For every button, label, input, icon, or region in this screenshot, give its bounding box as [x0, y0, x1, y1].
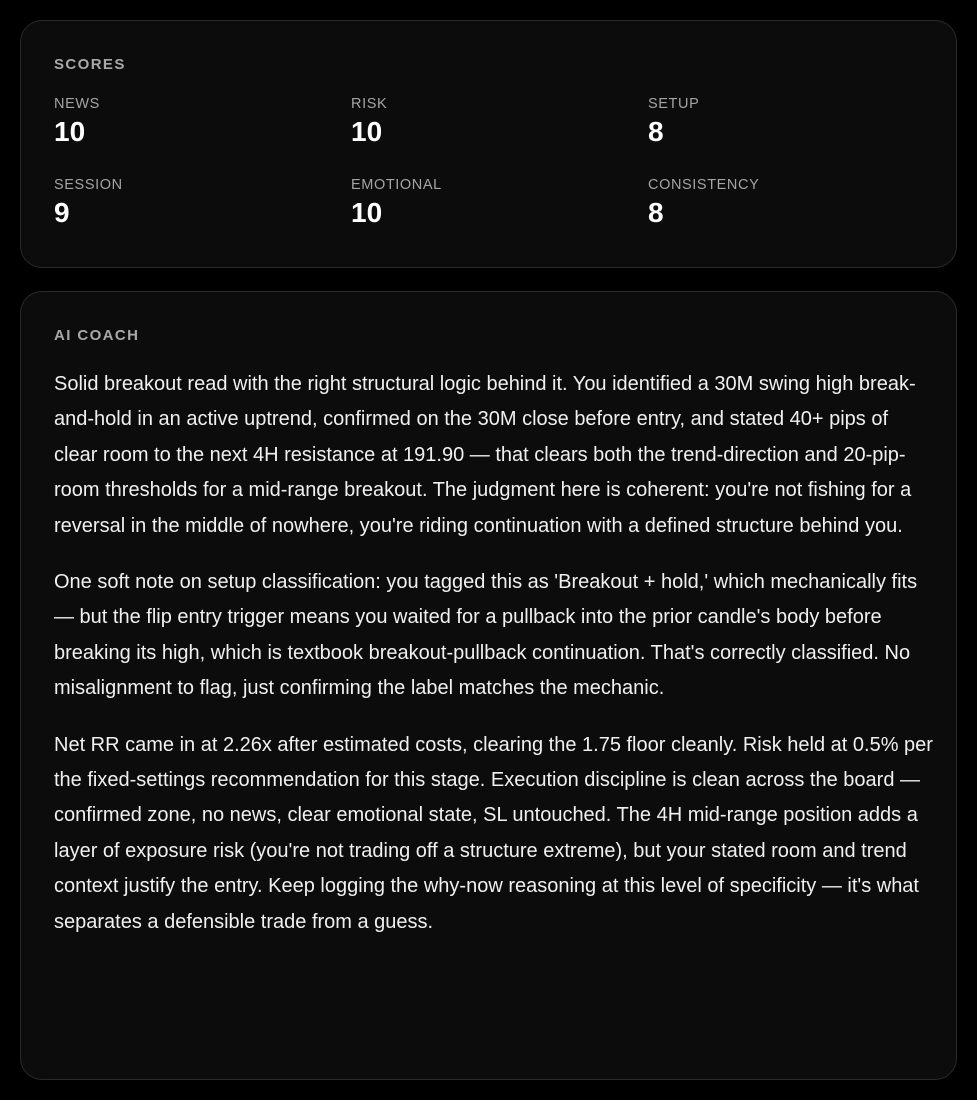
score-news [54, 96, 351, 177]
score-consistency [648, 177, 944, 258]
scores-title: SCORES [54, 56, 126, 73]
score-label: EMOTIONAL [351, 177, 442, 193]
scores-card [20, 20, 957, 268]
score-value: 10 [351, 197, 383, 228]
coach-paragraph: Solid breakout read with the right structural logic behind it. You identified a 30M swing high break-and-hold in an active uptrend, confirmed on the 30M close before entry, and stated 40+ pips of clear room to the next 4H resistance at 191.90 — that clears both the trend-direction and 20-pip-room thresholds for a mid-range breakout. The judgment here is coherent: you're not fishing for a reversal in the middle of nowhere, you're riding continuation with a defined structure behind you. [54, 373, 916, 537]
score-setup [648, 96, 944, 177]
score-label: RISK [351, 96, 388, 112]
score-session [54, 177, 351, 258]
scores-grid [54, 96, 944, 258]
score-value: 10 [351, 116, 383, 147]
score-value: 9 [54, 197, 70, 228]
ai-coach-title: AI COACH [54, 327, 140, 344]
score-label: NEWS [54, 96, 100, 112]
score-label: CONSISTENCY [648, 177, 760, 193]
score-value: 8 [648, 116, 664, 147]
score-value: 10 [54, 116, 86, 147]
coach-paragraph: One soft note on setup classification: you tagged this as 'Breakout + hold,' which mechanically fits — but the flip entry trigger means you waited for a pullback into the prior candle's body before breaking its high, which is textbook breakout-pullback continuation. That's correctly classified. No misalignment to flag, just confirming the label matches the mechanic. [54, 571, 918, 700]
coach-paragraph: Net RR came in at 2.26x after estimated costs, clearing the 1.75 floor cleanly. Risk held at 0.5% per the fixed-settings recommendation for this stage. Execution discipline is clean across the board — confirmed zone, no news, clear emotional state, SL untouched. The 4H mid-range position adds a layer of exposure risk (you're not trading off a structure extreme), but your stated room and trend context justify the entry. Keep logging the why-now reasoning at this level of specificity — it's what separates a defensible trade from a guess. [54, 733, 933, 933]
score-emotional [351, 177, 648, 258]
score-risk [351, 96, 648, 177]
ai-coach-body [54, 367, 934, 961]
score-value: 8 [648, 197, 664, 228]
score-label: SESSION [54, 177, 123, 193]
score-label: SETUP [648, 96, 700, 112]
ai-coach-card [20, 291, 957, 1080]
